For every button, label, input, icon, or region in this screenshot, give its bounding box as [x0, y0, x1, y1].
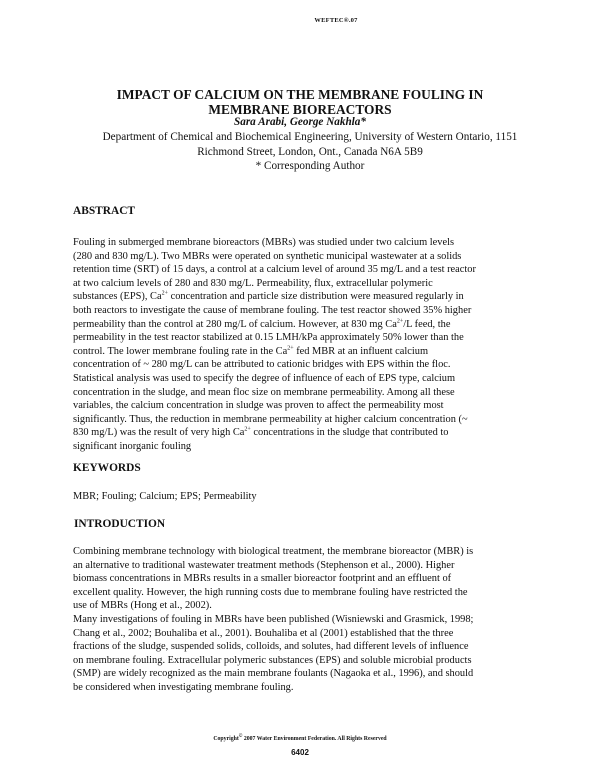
title-line-2: MEMBRANE BIOREACTORS	[208, 102, 392, 117]
abstract-line: concentration in the sludge, and mean floc size on membrane permeability. Among all these	[73, 386, 455, 398]
copyright-notice	[0, 734, 600, 742]
abstract-text: control. The lower membrane fouling rate in the Ca	[73, 345, 288, 357]
corresponding-author-note: * Corresponding Author	[255, 160, 365, 172]
intro-line: (SMP) are widely recognized as the main membrane foulants (Nagaoka et al., 1996), and should	[73, 668, 474, 680]
abstract-text: permeability than the control at 280 mg/L of calcium. However, at 830 mg Ca	[73, 318, 397, 330]
intro-line: an alternative to traditional wastewater treatment methods (Stephenson et al., 2000). Higher	[73, 559, 455, 571]
abstract-line: permeability in the test reactor stabilized at 0.15 LMH/kPa approximately 50% lower than the	[73, 332, 464, 344]
author-list: Sara Arabi, George Nakhla*	[234, 116, 366, 128]
paper-title	[0, 87, 600, 117]
affiliation	[90, 130, 530, 174]
abstract-line: significant inorganic fouling	[73, 440, 192, 452]
intro-line: on membrane fouling. Extracellular polymeric substances (EPS) and soluble microbial products	[73, 654, 472, 666]
copyright-text: 2007 Water Environment Federation. All Rights Reserved	[242, 735, 387, 742]
abstract-line	[73, 426, 543, 440]
abstract-line: variables, the calcium concentration in sludge was proven to affect the permeability most	[73, 400, 444, 412]
abstract-text: fed MBR at an influent calcium	[293, 345, 429, 357]
abstract-text: concentrations in the sludge that contributed to	[250, 427, 449, 439]
conference-name: WEFTEC®.07	[314, 17, 358, 24]
abstract-line: Statistical analysis was used to specify the degree of influence of each of EPS type, calcium	[73, 372, 456, 384]
keywords-heading: KEYWORDS	[73, 462, 141, 474]
abstract-text: substances (EPS), Ca	[73, 291, 162, 303]
superscript: 2+	[161, 290, 168, 297]
intro-line: fractions of the sludge, suspended solids, colloids, and solutes, had different levels of influence	[73, 641, 469, 653]
introduction-heading: INTRODUCTION	[74, 518, 166, 530]
keywords-list: MBR; Fouling; Calcium; EPS; Permeability	[73, 491, 257, 502]
abstract-line	[73, 345, 543, 359]
affiliation-line-2: Richmond Street, London, Ont., Canada N6A 5B9	[197, 145, 423, 158]
intro-line: use of MBRs (Hong et al., 2002).	[73, 600, 212, 612]
abstract-line: concentration of ~ 280 mg/L can be attributed to cationic bridges with EPS within the floc.	[73, 359, 451, 371]
abstract-body	[73, 236, 543, 454]
superscript: 2+	[396, 318, 404, 325]
introduction-body	[73, 545, 543, 695]
abstract-line	[73, 290, 543, 304]
abstract-line: both reactors to investigate the cause of membrane fouling. The test reactor showed 35% higher	[73, 304, 472, 316]
abstract-line	[73, 318, 543, 332]
title-line-1: IMPACT OF CALCIUM ON THE MEMBRANE FOULING IN	[116, 87, 484, 102]
copyright-symbol: ©	[238, 734, 243, 739]
intro-line: biomass concentrations in MBRs results in a smaller bioreactor footprint and an effluent of	[73, 573, 452, 585]
intro-line: be considered when investigating membrane fouling.	[73, 681, 294, 693]
affiliation-line-1: Department of Chemical and Biochemical Engineering, University of Western Ontario, 1151	[102, 131, 518, 143]
abstract-line: at two calcium levels of 280 and 830 mg/L. Permeability, flux, extracellular polymeric	[73, 277, 433, 289]
page-number: 6402	[291, 748, 309, 757]
intro-line: excellent quality. However, the high running costs due to membrane fouling have restricted the	[73, 586, 468, 598]
abstract-text: 830 mg/L) was the result of very high Ca	[73, 427, 245, 439]
abstract-line: Fouling in submerged membrane bioreactors (MBRs) was studied under two calcium levels	[73, 237, 455, 248]
abstract-line: (280 and 830 mg/L). Two MBRs were operated on synthetic municipal wastewater at a solids	[73, 250, 462, 262]
intro-line: Combining membrane technology with biological treatment, the membrane bioreactor (MBR) is	[73, 546, 474, 557]
intro-line: Many investigations of fouling in MBRs have been published (Wisniewski and Grasmick, 1998;	[73, 613, 474, 625]
abstract-line: significantly. Thus, the reduction in membrane permeability at higher calcium concentration (~	[73, 413, 468, 425]
abstract-heading: ABSTRACT	[73, 205, 136, 217]
abstract-text: concentration and particle size distribution were measured regularly in	[168, 291, 464, 303]
running-header	[0, 17, 600, 24]
intro-line: Chang et al., 2002; Bouhaliba et al., 2001). Bouhaliba et al (2001) established that the three	[73, 627, 454, 639]
superscript: 2+	[244, 426, 251, 433]
abstract-line: retention time (SRT) of 15 days, a control at a calcium level of around 35 mg/L and a test reactor	[73, 264, 476, 276]
copyright-word: Copyright	[213, 735, 239, 742]
abstract-text: /L feed, the	[403, 318, 451, 330]
superscript: 2+	[287, 345, 294, 352]
